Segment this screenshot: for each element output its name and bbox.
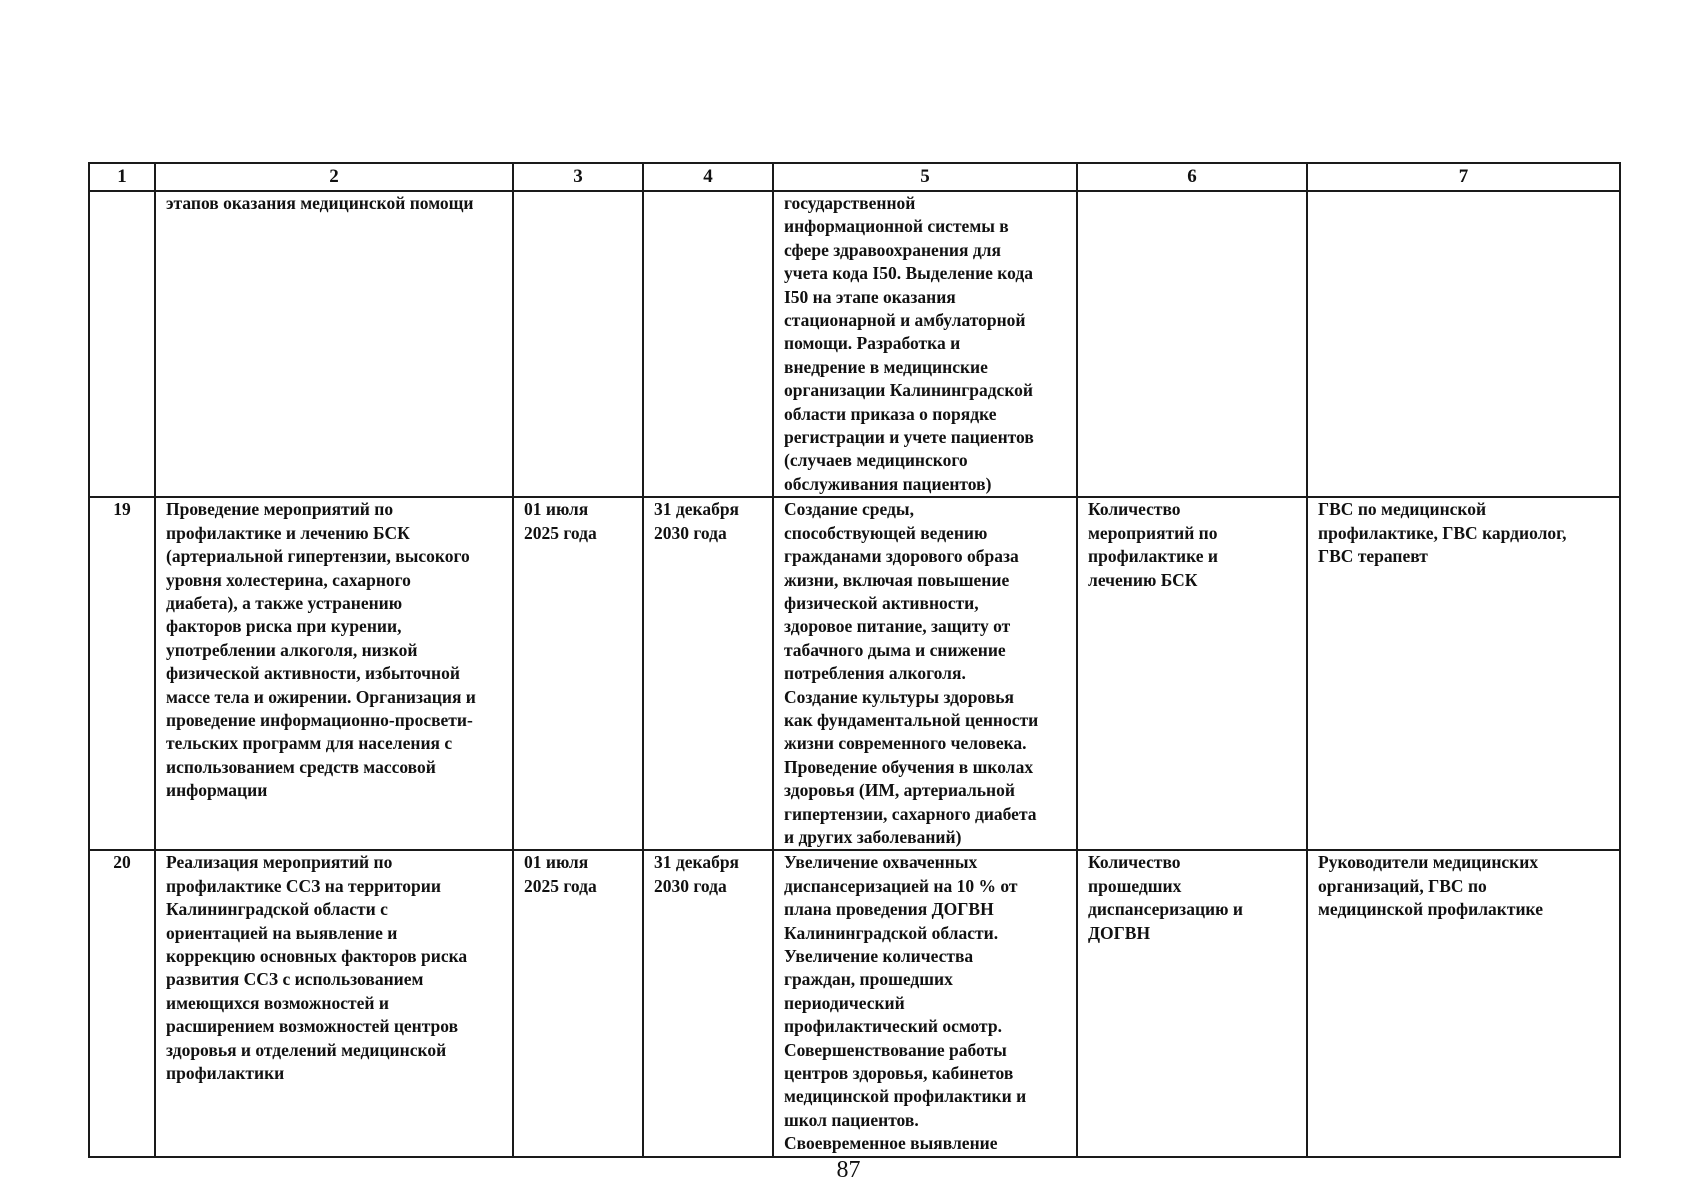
header-col-3: 3 <box>513 163 643 191</box>
row-number: 20 <box>89 850 155 1156</box>
result-cell: Увеличение охваченных диспансеризацией на 10 % от плана проведения ДОГВН Калининградской области. Увеличение количества граждан, прошедших периодический профилактический осмотр. Совершенствование работы центров здоровья, кабинетов медицинской профилактики и школ пациентов. Своевременное выявление <box>773 850 1077 1156</box>
start-date-cell: 01 июля 2025 года <box>513 497 643 850</box>
row-number <box>89 191 155 497</box>
result-cell: Создание среды, способствующей ведению гражданами здорового образа жизни, включая повышение физической активности, здоровое питание, защиту от табачного дыма и снижение потребления алкоголя. Создание культуры здоровья как фундаментальной ценности жизни современного человека. Проведение обучения в школах здоровья (ИМ, артериальной гипертензии, сахарного диабета и других заболеваний) <box>773 497 1077 850</box>
indicator-cell <box>1077 191 1307 497</box>
start-date-cell <box>513 191 643 497</box>
header-col-6: 6 <box>1077 163 1307 191</box>
result-cell: государственной информационной системы в сфере здравоохранения для учета кода I50. Выделение кода I50 на этапе оказания стационарной и амбулаторной помощи. Разработка и внедрение в медицинские организации Калининградской области приказа о порядке регистрации и учете пациентов (случаев медицинского обслуживания пациентов) <box>773 191 1077 497</box>
indicator-cell: Количество мероприятий по профилактике и лечению БСК <box>1077 497 1307 850</box>
header-col-4: 4 <box>643 163 773 191</box>
responsible-cell <box>1307 191 1620 497</box>
event-cell: Проведение мероприятий по профилактике и лечению БСК (артериальной гипертензии, высокого уровня холестерина, сахарного диабета), а также устранению факторов риска при курении, употреблении алкоголя, низкой физической активности, избыточной массе тела и ожирении. Организация и проведение информационно-просвети- тельских программ для населения с использованием средств массовой информации <box>155 497 513 850</box>
table-row <box>89 497 1620 850</box>
table-row <box>89 850 1620 1156</box>
event-cell: Реализация мероприятий по профилактике ССЗ на территории Калининградской области с ориентацией на выявление и коррекцию основных факторов риска развития ССЗ с использованием имеющихся возможностей и расширением возможностей центров здоровья и отделений медицинской профилактики <box>155 850 513 1156</box>
start-date-cell: 01 июля 2025 года <box>513 850 643 1156</box>
end-date-cell <box>643 191 773 497</box>
end-date-cell: 31 декабря 2030 года <box>643 497 773 850</box>
header-col-1: 1 <box>89 163 155 191</box>
indicator-cell: Количество прошедших диспансеризацию и ДОГВН <box>1077 850 1307 1156</box>
header-col-5: 5 <box>773 163 1077 191</box>
page-number: 87 <box>836 1157 861 1183</box>
event-cell: этапов оказания медицинской помощи <box>155 191 513 497</box>
end-date-cell: 31 декабря 2030 года <box>643 850 773 1156</box>
header-row <box>89 163 1620 191</box>
plan-table <box>88 162 1621 1158</box>
table-body <box>89 191 1620 1157</box>
responsible-cell: Руководители медицинских организаций, ГВС по медицинской профилактике <box>1307 850 1620 1156</box>
header-col-7: 7 <box>1307 163 1620 191</box>
responsible-cell: ГВС по медицинской профилактике, ГВС кардиолог, ГВС терапевт <box>1307 497 1620 850</box>
row-number: 19 <box>89 497 155 850</box>
table-header <box>89 163 1620 191</box>
table-row <box>89 191 1620 497</box>
header-col-2: 2 <box>155 163 513 191</box>
